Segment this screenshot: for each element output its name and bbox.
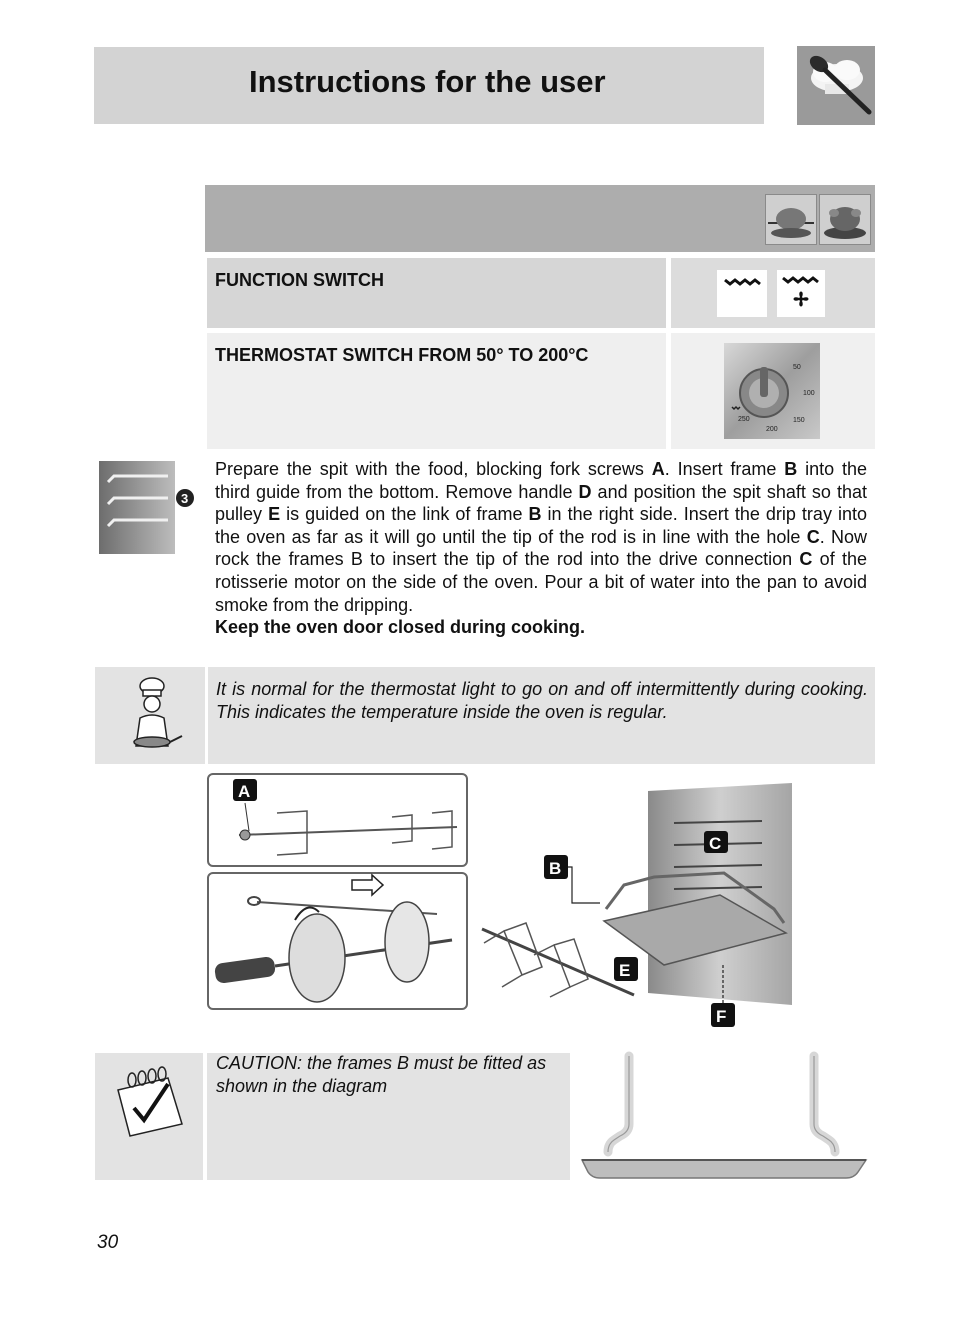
guide-marker-3: 3 — [181, 491, 189, 506]
instr-part: in the right side. Insert the drip tray into the oven as far as it will go until the tip of the rod is in line with the hole — [215, 504, 867, 547]
caution-text: CAUTION: the frames B must be fitted as shown in the diagram — [216, 1053, 547, 1096]
top-element-fan-icon — [777, 270, 825, 317]
label-f: F — [716, 1007, 727, 1026]
label-a: A — [238, 782, 251, 801]
function-switch-label: FUNCTION SWITCH — [215, 270, 384, 290]
instructions-text — [215, 458, 867, 639]
label-b: B — [549, 859, 562, 878]
letter-b: B — [784, 459, 798, 479]
label-c: C — [709, 834, 722, 853]
letter-c: C — [806, 526, 820, 547]
instr-part: Prepare the spit with the food, blocking fork screws — [215, 459, 652, 479]
diagram-oven-spit — [474, 783, 794, 1033]
roast-chicken-icon — [819, 194, 871, 245]
page-number: 30 — [97, 1232, 119, 1253]
notepad-check-icon — [112, 1064, 188, 1140]
instr-part: . Now rock the frames B to insert the tip of the rod into the drive connection — [215, 526, 867, 570]
function-switch-icons-cell — [671, 258, 875, 328]
dial-mark-200: 200 — [766, 426, 778, 433]
frame-diagram — [578, 1050, 870, 1182]
letter-d: D — [578, 481, 592, 502]
thermostat-label: THERMOSTAT SWITCH FROM 50° TO 200°C — [215, 345, 589, 365]
dial-mark-100: 100 — [803, 390, 815, 397]
dial-mark-150: 150 — [793, 417, 805, 424]
dial-mark-250: 250 — [738, 416, 750, 423]
thermostat-dial-icon — [724, 343, 820, 439]
oven-guides-icon — [98, 460, 198, 555]
diagram-fork-screws — [207, 773, 468, 867]
letter-e: E — [268, 504, 281, 525]
dial-mark-50: 50 — [793, 364, 801, 371]
page-title: Instructions for the user — [249, 64, 606, 99]
rotisserie-meat-icon — [765, 194, 817, 245]
door-closed-warning: Keep the oven door closed during cooking. — [215, 617, 586, 638]
note-text: It is normal for the thermostat light to go on and off intermittently during cooking. This indicates the temperature inside the oven is regular. — [216, 679, 868, 722]
instr-part: is guided on the link of frame — [280, 504, 529, 525]
diagram-handle — [207, 872, 468, 1010]
function-switch-cell — [207, 258, 666, 328]
instr-part: . Insert frame — [664, 459, 785, 479]
chef-hat-spoon-icon — [797, 46, 875, 125]
letter-a: A — [651, 459, 665, 479]
instr-part: and position the spit shaft so that pulley — [215, 481, 868, 525]
instr-part: into the third guide from the bottom. Remove handle — [215, 459, 867, 502]
note-divider — [205, 667, 208, 764]
letter-c: C — [799, 549, 813, 570]
chef-cooking-icon — [118, 676, 186, 756]
instr-part: of the rotisserie motor on the side of the oven. Pour a bit of water into the pan to avoid smoke from the dripping. — [215, 549, 867, 615]
caution-divider — [203, 1053, 207, 1180]
letter-b: B — [528, 504, 542, 525]
top-element-icon — [717, 270, 767, 317]
label-e: E — [619, 961, 631, 980]
